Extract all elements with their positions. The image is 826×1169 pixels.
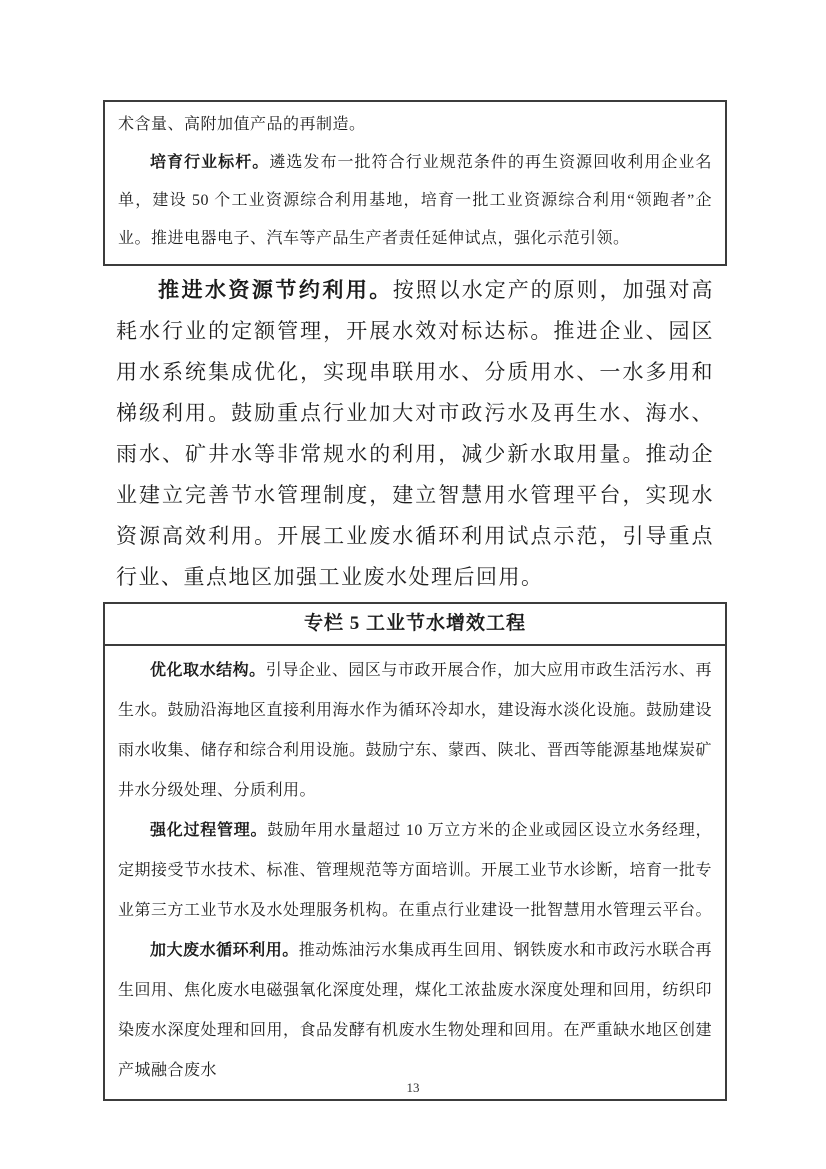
paragraph-text: 推动炼油污水集成再生回用、钢铁废水和市政污水联合再生回用、焦化废水电磁强氧化深度处理，煤化工浓盐废水深度处理和回用，纺织印染废水深度处理和回用，食品发酵有机废水生物处理和回用。在严重缺水地区创建产城融合废水: [118, 942, 713, 1079]
paragraph-lead: 培育行业标杆。: [150, 154, 270, 171]
paragraph-lead: 加大废水循环利用。: [150, 942, 299, 959]
page-number: 13: [406, 1080, 420, 1095]
paragraph-text: 鼓励年用水量超过 10 万立方米的企业或园区设立水务经理，定期接受节水技术、标准、管理规范等方面培训。开展工业节水诊断，培育一批专业第三方工业节水及水处理服务机构。在重点行业建设一批智慧用水管理云平台。: [118, 822, 713, 919]
paragraph-text: 遴选发布一批符合行业规范条件的再生资源回收利用企业名单，建设 50 个工业资源综合利用基地，培育一批工业资源综合利用“领跑者”企业。推进电器电子、汽车等产品生产者责任延伸试点，强化示范引领。: [118, 154, 712, 247]
column-body: [105, 646, 725, 1099]
boxed-paragraph: [118, 931, 712, 1091]
paragraph-text: 术含量、高附加值产品的再制造。: [118, 116, 366, 133]
boxed-paragraph: [118, 651, 712, 811]
paragraph-text: 引导企业、园区与市政开展合作，加大应用市政生活污水、再生水。鼓励沿海地区直接利用海水作为循环冷却水，建设海水淡化设施。鼓励建设雨水收集、储存和综合利用设施。鼓励宁东、蒙西、陕北、晋西等能源基地煤炭矿井水分级处理、分质利用。: [118, 662, 713, 799]
boxed-column-5: [103, 602, 727, 1101]
body-paragraph: [116, 270, 714, 598]
boxed-column-continuation: [103, 100, 727, 266]
paragraph-lead: 推进水资源节约利用。: [158, 278, 393, 302]
paragraph-text: 按照以水定产的原则，加强对高耗水行业的定额管理，开展水效对标达标。推进企业、园区用水系统集成优化，实现串联用水、分质用水、一水多用和梯级利用。鼓励重点行业加大对市政污水及再生水、海水、雨水、矿井水等非常规水的利用，减少新水取用量。推动企业建立完善节水管理制度，建立智慧用水管理平台，实现水资源高效利用。开展工业废水循环利用试点示范，引导重点行业、重点地区加强工业废水处理后回用。: [116, 278, 715, 589]
column-title: 专栏 5 工业节水增效工程: [105, 604, 725, 646]
paragraph-lead: 强化过程管理。: [150, 822, 268, 839]
boxed-paragraph: [118, 811, 712, 931]
paragraph-lead: 优化取水结构。: [150, 662, 266, 679]
boxed-paragraph: [118, 144, 712, 258]
boxed-paragraph: [118, 106, 712, 144]
